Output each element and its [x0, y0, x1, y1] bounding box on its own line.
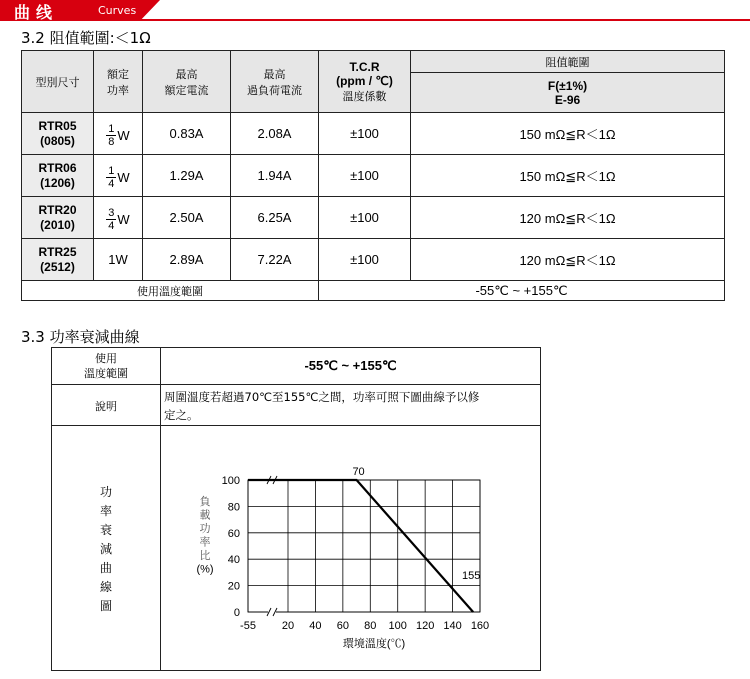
x-tick-label: 140 — [443, 620, 462, 632]
y-label-char: 比 — [199, 550, 211, 562]
row-tcr: ±100 — [319, 197, 411, 239]
curve-label: 功 率 衰 減 曲 線 圖 — [99, 485, 112, 613]
banner-title-cn: 曲线 — [14, 3, 59, 22]
table-row — [22, 197, 725, 239]
row-model: RTR25 (2512) — [22, 239, 94, 281]
y-tick-label: 80 — [227, 501, 240, 514]
annotation-label: 155 — [461, 570, 481, 583]
y-tick-label: 0 — [233, 607, 240, 619]
y-label-char: 率 — [199, 536, 211, 549]
x-tick-label: 120 — [415, 620, 435, 632]
chart-series — [248, 480, 473, 612]
chart-ticks — [222, 475, 490, 632]
header-current: 最高 額定電流 — [143, 51, 231, 113]
row-current: 1.29A — [143, 155, 231, 197]
row-power: 1W — [94, 239, 143, 281]
derating-chart — [180, 460, 510, 655]
table-row — [22, 155, 725, 197]
section2-title: 3.3 功率衰減曲線 — [21, 328, 140, 346]
x-tick-label: 40 — [309, 620, 322, 632]
x-axis-label: 環境溫度(℃) — [342, 638, 406, 650]
header-type: 型別尺寸 — [22, 51, 94, 113]
axis-break-bottom — [267, 608, 277, 616]
table-row — [22, 239, 725, 281]
x-tick-label: -55 — [240, 620, 256, 632]
row-tcr: ±100 — [319, 239, 411, 281]
row-range: 150 mΩ≦R＜1Ω — [411, 155, 725, 197]
header-overload: 最高 過負荷電流 — [231, 51, 319, 113]
table-row — [22, 113, 725, 155]
banner-title-en: Curves — [98, 4, 137, 17]
row-range: 120 mΩ≦R＜1Ω — [411, 197, 725, 239]
y-label-char: 載 — [199, 509, 211, 522]
row-power: $\frac{1}{8}$ W — [94, 113, 143, 155]
x-tick-label: 80 — [364, 620, 377, 632]
y-label-char: 負 — [199, 496, 211, 508]
y-tick-label: 100 — [221, 475, 240, 487]
spec-table — [21, 50, 725, 301]
desc-label: 說明 — [95, 400, 117, 413]
y-label-char: (%) — [196, 563, 214, 576]
temp-label: 使用 溫度範圍 — [84, 352, 128, 380]
x-tick-label: 60 — [336, 620, 349, 632]
header-power: 額定 功率 — [94, 51, 143, 113]
section1-title: 3.2 阻值範圍:＜1Ω — [21, 29, 151, 47]
row-current: 2.89A — [143, 239, 231, 281]
row-model: RTR05 (0805) — [22, 113, 94, 155]
chart-axes — [248, 476, 480, 616]
header-tcr: T.C.R (ppm / ℃) 溫度係數 — [319, 51, 411, 113]
row-overload: 1.94A — [231, 155, 319, 197]
derating-curve-line — [248, 480, 473, 612]
row-overload: 7.22A — [231, 239, 319, 281]
row-power: $\frac{3}{4}$ W — [94, 197, 143, 239]
row-range: 120 mΩ≦R＜1Ω — [411, 239, 725, 281]
y-tick-label: 40 — [227, 554, 240, 567]
row-tcr: ±100 — [319, 113, 411, 155]
y-label-char: 功 — [199, 523, 211, 535]
row-power: $\frac{1}{4}$ W — [94, 155, 143, 197]
y-tick-label: 20 — [227, 580, 240, 593]
table-footer-row — [22, 281, 725, 301]
footer-label: 使用溫度範圍 — [22, 281, 319, 301]
row-tcr: ±100 — [319, 155, 411, 197]
row-current: 2.50A — [143, 197, 231, 239]
annotation-label: 70 — [352, 466, 365, 478]
chart-grid — [248, 480, 480, 612]
x-tick-label: 20 — [281, 620, 295, 632]
footer-value: -55℃ ~ +155℃ — [319, 281, 725, 301]
y-tick-label: 60 — [227, 527, 240, 540]
header-tolerance: F(±1%) E-96 — [411, 73, 725, 113]
row-model: RTR06 (1206) — [22, 155, 94, 197]
temp-value: -55℃ ~ +155℃ — [304, 358, 397, 373]
x-tick-label: 160 — [470, 620, 490, 632]
row-overload: 6.25A — [231, 197, 319, 239]
row-current: 0.83A — [143, 113, 231, 155]
section-banner — [0, 0, 750, 22]
row-model: RTR20 (2010) — [22, 197, 94, 239]
row-range: 150 mΩ≦R＜1Ω — [411, 113, 725, 155]
plot-frame — [248, 480, 480, 612]
header-range: 阻值範圍 — [411, 51, 725, 73]
y-axis-label — [196, 494, 213, 576]
chart-annotations — [352, 466, 480, 582]
x-tick-label: 100 — [388, 620, 407, 632]
row-overload: 2.08A — [231, 113, 319, 155]
banner-underline — [0, 19, 750, 21]
desc-text: 周圍溫度若超過70℃至155℃之間，功率可照下圖曲線予以修 定之。 — [164, 390, 480, 422]
